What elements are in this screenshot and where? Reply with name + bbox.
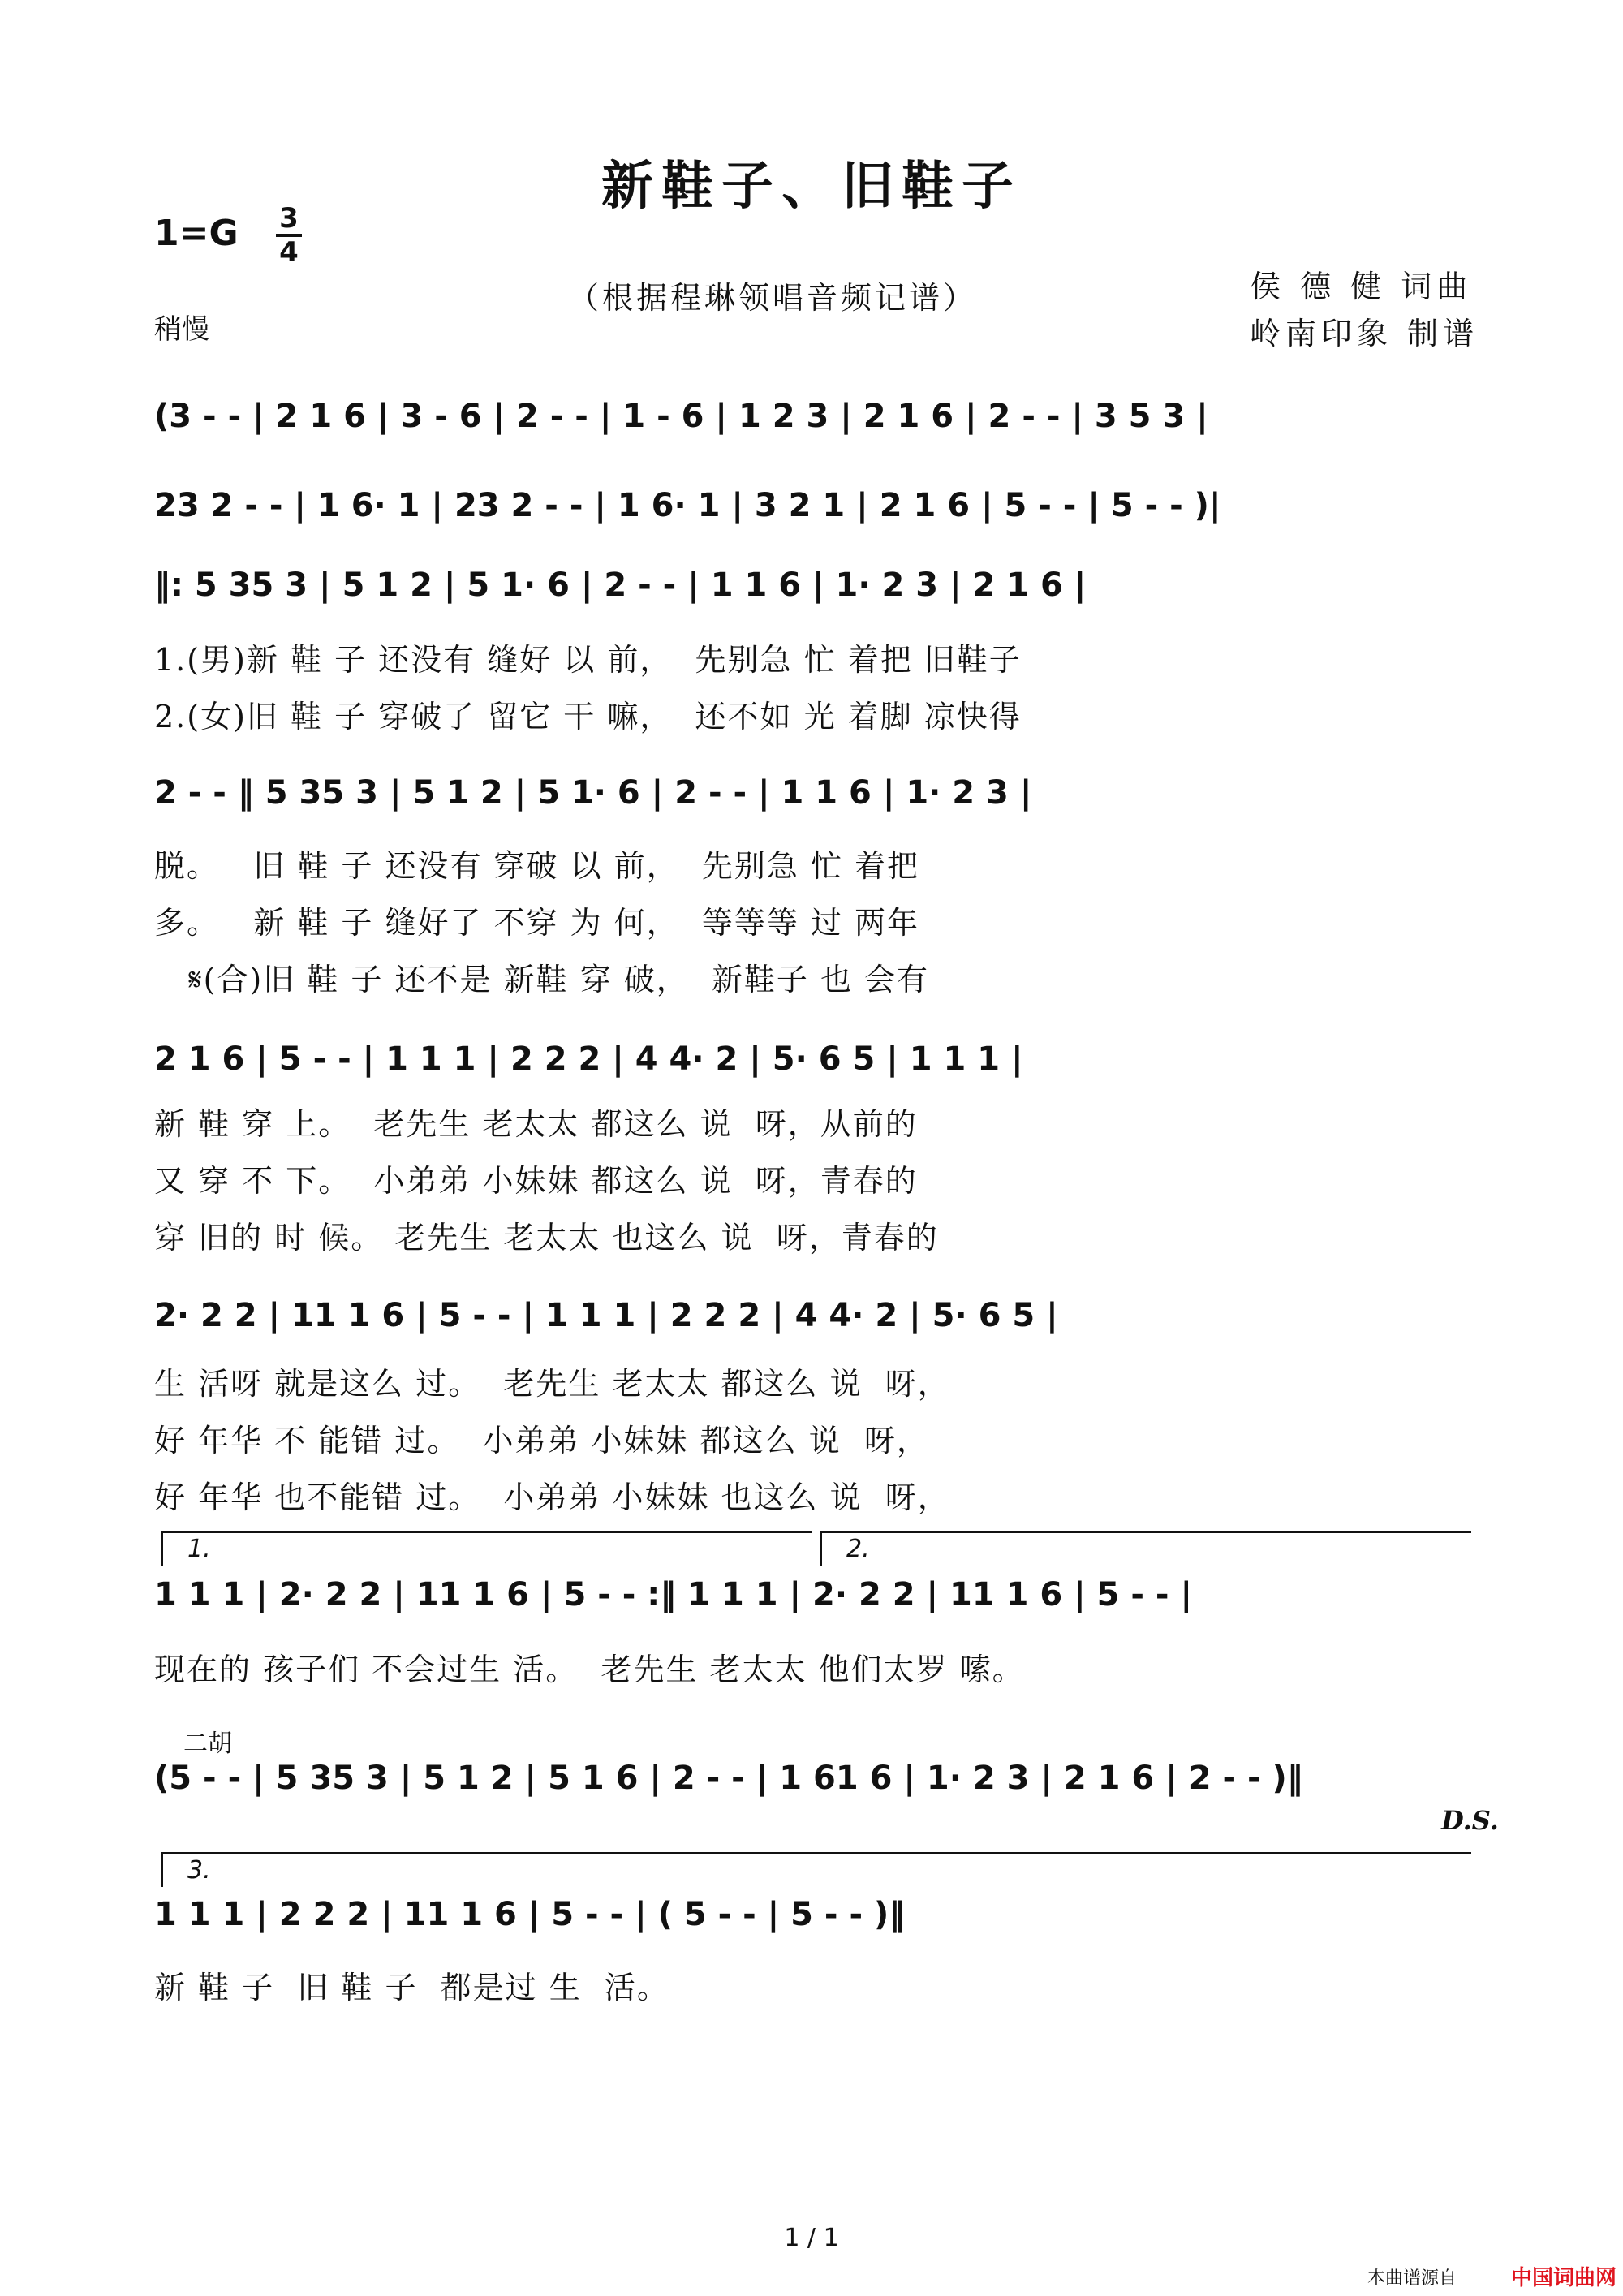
lyric-line: 好 年华 不 能错 过。 小弟弟 小妹妹 都这么 说 呀， bbox=[154, 1423, 929, 1458]
volta-bracket-1 bbox=[161, 1531, 812, 1566]
volta-bracket-3 bbox=[161, 1852, 1471, 1887]
ds-mark: D.S. bbox=[1441, 1805, 1499, 1836]
time-bottom: 4 bbox=[279, 236, 299, 269]
lyric-line: 𝄋(合)旧 鞋 子 还不是 新鞋 穿 破， 新鞋子 也 会有 bbox=[154, 962, 930, 997]
key-signature: 1=G bbox=[154, 213, 239, 254]
instrument-label: 二胡 bbox=[183, 1730, 232, 1758]
volta-label: 1. bbox=[187, 1535, 211, 1563]
notation-line: 1 1 1 | 2 2 2 | 11 1 6 | 5 - - | ( 5 - - | 5 - - )‖ bbox=[154, 1896, 906, 1933]
lyric-line: 又 穿 不 下。 小弟弟 小妹妹 都这么 说 呀，青春的 bbox=[154, 1163, 918, 1199]
score-title: 新鞋子、旧鞋子 bbox=[601, 156, 1022, 217]
lyric-line: 生 活呀 就是这么 过。 老先生 老太太 都这么 说 呀， bbox=[154, 1366, 950, 1402]
lyric-line: 多。 新 鞋 子 缝好了 不穿 为 何， 等等等 过 两年 bbox=[154, 905, 920, 941]
footer-site-logo[interactable]: 中国词曲网 bbox=[1511, 2266, 1617, 2290]
volta-bracket-2 bbox=[820, 1531, 1471, 1566]
notation-line: 2 1 6 | 5 - - | 1 1 1 | 2 2 2 | 4 4· 2 | 5· 6 5 | 1 1 1 | bbox=[154, 1040, 1023, 1078]
notation-line: (5 - - | 5 35 3 | 5 1 2 | 5 1 6 | 2 - - | 1 61 6 | 1· 2 3 | 2 1 6 | 2 - - )‖ bbox=[154, 1760, 1303, 1797]
lyric-line: 现在的 孩子们 不会过生 活。 老先生 老太太 他们太罗 嗦。 bbox=[154, 1652, 1025, 1687]
lyric-line: 新 鞋 子 旧 鞋 子 都是过 生 活。 bbox=[154, 1970, 669, 2005]
credit-lyrics: 侯 德 健 词曲 bbox=[1250, 269, 1473, 304]
notation-line: (3 - - | 2 1 6 | 3 - 6 | 2 - - | 1 - 6 | 1 2 3 | 2 1 6 | 2 - - | 3 5 3 | bbox=[154, 398, 1208, 435]
subtitle: （根据程琳领唱音频记谱） bbox=[568, 280, 978, 316]
notation-line: 2· 2 2 | 11 1 6 | 5 - - | 1 1 1 | 2 2 2 | 4 4· 2 | 5· 6 5 | bbox=[154, 1297, 1058, 1334]
volta-label: 2. bbox=[846, 1535, 870, 1563]
time-signature bbox=[274, 203, 304, 268]
tempo-mark: 稍慢 bbox=[154, 313, 209, 346]
lyric-line: 1.(男)新 鞋 子 还没有 缝好 以 前， 先别急 忙 着把 旧鞋子 bbox=[154, 642, 1022, 678]
lyric-line: 脱。 旧 鞋 子 还没有 穿破 以 前， 先别急 忙 着把 bbox=[154, 848, 920, 884]
lyric-line: 好 年华 也不能错 过。 小弟弟 小妹妹 也这么 说 呀， bbox=[154, 1480, 950, 1515]
notation-line: ‖: 5 35 3 | 5 1 2 | 5 1· 6 | 2 - - | 1 1 6 | 1· 2 3 | 2 1 6 | bbox=[154, 566, 1087, 604]
credit-score: 岭南印象 制谱 bbox=[1250, 316, 1479, 351]
lyric-line: 2.(女)旧 鞋 子 穿破了 留它 干 嘛， 还不如 光 着脚 凉快得 bbox=[154, 699, 1022, 734]
lyric-line: 穿 旧的 时 候。 老先生 老太太 也这么 说 呀，青春的 bbox=[154, 1220, 939, 1256]
time-top: 3 bbox=[279, 202, 299, 235]
notation-line: 2 - - ‖ 5 35 3 | 5 1 2 | 5 1· 6 | 2 - - | 1 1 6 | 1· 2 3 | bbox=[154, 774, 1032, 812]
volta-label: 3. bbox=[187, 1856, 211, 1885]
lyric-line: 新 鞋 穿 上。 老先生 老太太 都这么 说 呀，从前的 bbox=[154, 1106, 918, 1142]
notation-line: 23 2 - - | 1 6· 1 | 23 2 - - | 1 6· 1 | 3 2 1 | 2 1 6 | 5 - - | 5 - - )| bbox=[154, 487, 1221, 524]
footer-source: 本曲谱源自 bbox=[1367, 2268, 1457, 2289]
page-number: 1 / 1 bbox=[784, 2224, 839, 2252]
notation-line: 1 1 1 | 2· 2 2 | 11 1 6 | 5 - - :‖ 1 1 1 | 2· 2 2 | 11 1 6 | 5 - - | bbox=[154, 1576, 1193, 1613]
